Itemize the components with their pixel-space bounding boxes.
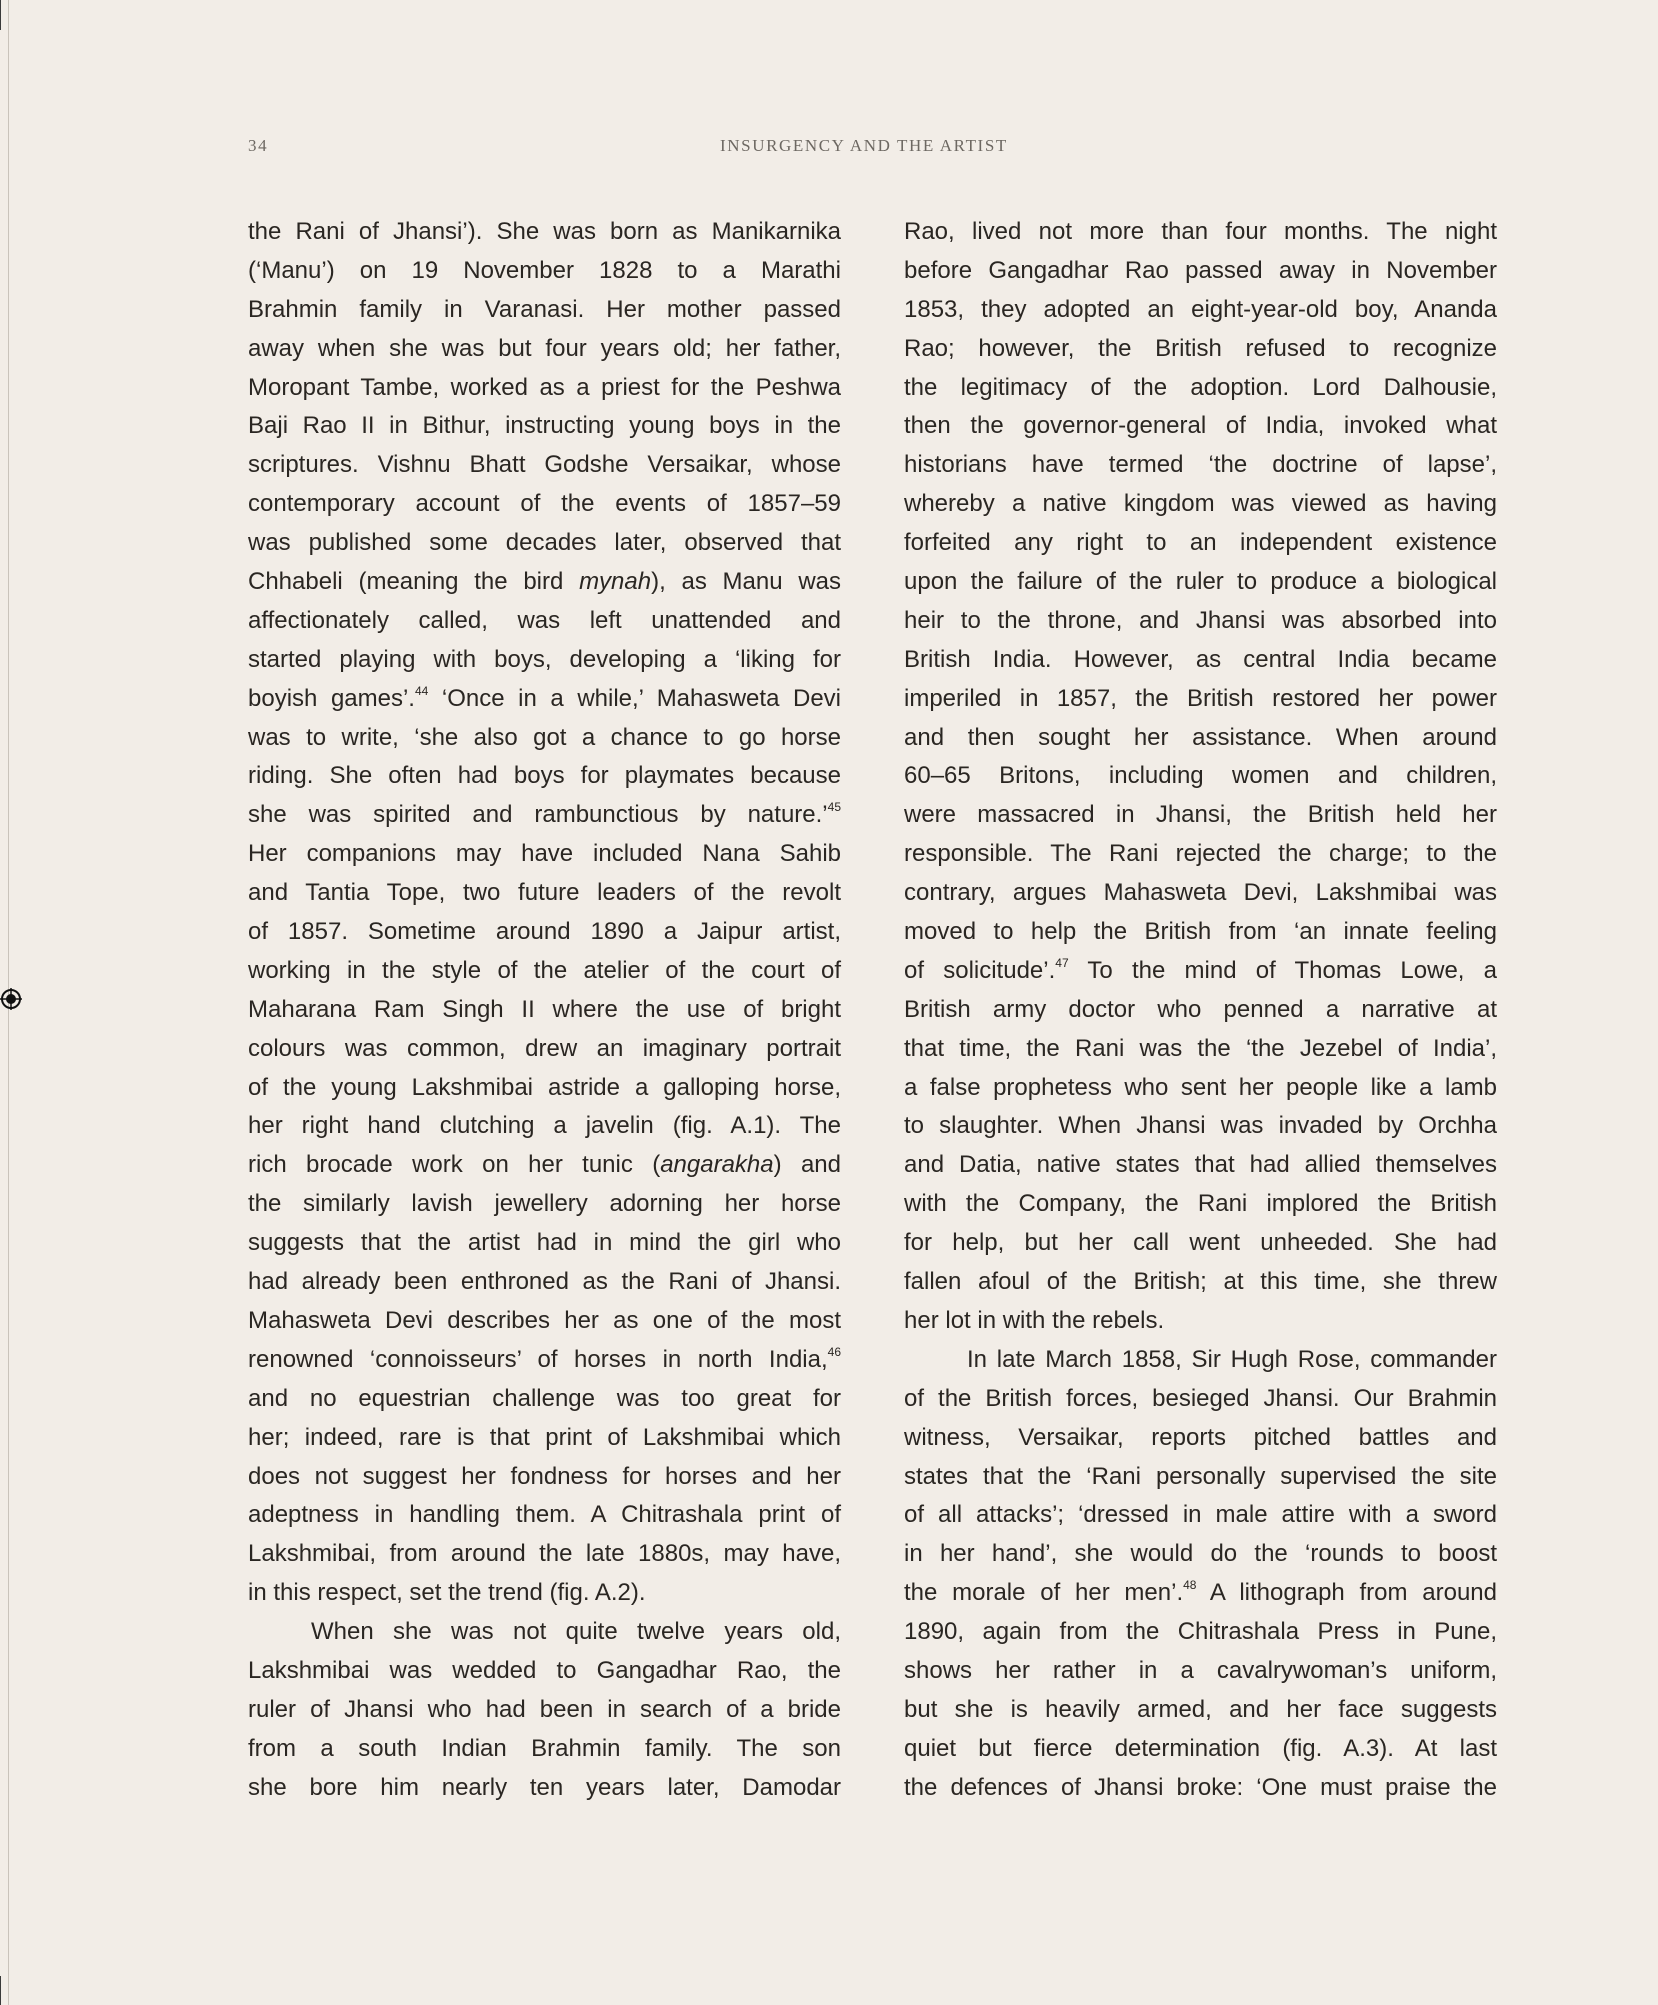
text-line: whereby a native kingdom was viewed as having (904, 490, 1497, 518)
text-line: the legitimacy of the adoption. Lord Dalhousie, (904, 373, 1497, 401)
text-line: witness, Versaikar, reports pitched battles and (904, 1423, 1497, 1451)
text-line: In late March 1858, Sir Hugh Rose, commander (967, 1345, 1497, 1373)
crop-mark-bottom (0, 1976, 1, 2005)
text-line: upon the failure of the ruler to produce a biological (904, 568, 1497, 596)
text-line: away when she was but four years old; her father, (248, 334, 841, 362)
running-header (0, 136, 1658, 160)
text-line: of the young Lakshmibai astride a galloping horse, (248, 1073, 841, 1101)
text-line: 1890, again from the Chitrashala Press in Pune, (904, 1618, 1497, 1646)
text-line: 1853, they adopted an eight-year-old boy, Ananda (904, 295, 1497, 323)
text-line: she bore him nearly ten years later, Damodar (248, 1773, 841, 1801)
text-line: riding. She often had boys for playmates because (248, 762, 841, 790)
text-line: responsible. The Rani rejected the charge; to the (904, 840, 1497, 868)
footnote-ref: 48 (1183, 1578, 1197, 1593)
text-line: Rao; however, the British refused to recognize (904, 334, 1497, 362)
text-line: scriptures. Vishnu Bhatt Godshe Versaikar, whose (248, 451, 841, 479)
text-line: moved to help the British from ‘an innate feeling (904, 918, 1497, 946)
left-text-column (248, 213, 841, 1808)
text-line: Maharana Ram Singh II where the use of bright (248, 995, 841, 1023)
text-line: boyish games’.$^{44}$ ‘Once in a while,’ Mahasweta Devi (248, 683, 842, 712)
text-line: suggests that the artist had in mind the girl who (248, 1229, 841, 1257)
text-line: ruler of Jhansi who had been in search of a bride (248, 1695, 841, 1723)
text-line: the defences of Jhansi broke: ‘One must praise the (904, 1773, 1497, 1801)
text-line: Rao, lived not more than four months. The night (904, 218, 1497, 245)
text-line: of 1857. Sometime around 1890 a Jaipur artist, (248, 918, 841, 946)
text-line: British army doctor who penned a narrative at (904, 995, 1497, 1023)
text-line: British India. However, as central India became (904, 645, 1497, 673)
text-line: started playing with boys, developing a ‘liking for (248, 645, 841, 673)
text-line: with the Company, the Rani implored the British (904, 1190, 1497, 1218)
footnote-ref: 45 (827, 800, 841, 815)
text-line: from a south Indian Brahmin family. The son (248, 1734, 841, 1762)
text-line: contrary, argues Mahasweta Devi, Lakshmibai was (904, 879, 1497, 907)
text-line: were massacred in Jhansi, the British held her (904, 801, 1497, 829)
text-line: to slaughter. When Jhansi was invaded by Orchha (904, 1112, 1497, 1140)
text-line: working in the style of the atelier of the court of (248, 956, 841, 984)
text-line: forfeited any right to an independent existence (904, 529, 1497, 557)
text-line: renowned ‘connoisseurs’ of horses in north India,$^{46}$ (248, 1344, 841, 1373)
right-text-column (904, 213, 1497, 1808)
text-line: Moropant Tambe, worked as a priest for the Peshwa (248, 373, 841, 401)
text-line: the similarly lavish jewellery adorning her horse (248, 1190, 841, 1218)
text-line: Her companions may have included Nana Sahib (248, 840, 841, 868)
text-line: she was spirited and rambunctious by nature.’$^{45}$ (248, 800, 841, 829)
text-line: her lot in with the rebels. (904, 1306, 1165, 1334)
text-line: had already been enthroned as the Rani of Jhansi. (248, 1268, 841, 1296)
text-line: for help, but her call went unheeded. She had (904, 1229, 1497, 1257)
text-line: was published some decades later, observed that (248, 529, 841, 557)
text-line: rich brocade work on her tunic (angarakha) and (248, 1151, 841, 1179)
text-line: contemporary account of the events of 1857–59 (248, 490, 841, 518)
text-line: Mahasweta Devi describes her as one of the most (248, 1306, 841, 1334)
text-line: (‘Manu’) on 19 November 1828 to a Marathi (248, 256, 841, 284)
text-line: shows her rather in a cavalrywoman’s uniform, (904, 1656, 1497, 1684)
text-line: of all attacks’; ‘dressed in male attire with a sword (904, 1501, 1497, 1529)
text-line: of the British forces, besieged Jhansi. Our Brahmin (904, 1384, 1497, 1412)
text-line: Baji Rao II in Bithur, instructing young boys in the (248, 412, 841, 440)
footnote-ref: 46 (827, 1344, 841, 1359)
paragraph (904, 1341, 1497, 1808)
text-line: a false prophetess who sent her people like a lamb (904, 1073, 1497, 1101)
text-line: but she is heavily armed, and her face suggests (904, 1695, 1497, 1723)
text-line: does not suggest her fondness for horses and her (248, 1462, 841, 1490)
text-line: heir to the throne, and Jhansi was absorbed into (904, 606, 1497, 634)
text-line: was to write, ‘she also got a chance to go horse (248, 723, 841, 751)
text-line: 60–65 Britons, including women and children, (904, 762, 1497, 790)
text-line: that time, the Rani was the ‘the Jezebel of India’, (904, 1034, 1497, 1062)
text-line: Brahmin family in Varanasi. Her mother passed (248, 295, 841, 323)
registration-target-icon (0, 988, 22, 1010)
paragraph (904, 213, 1497, 1341)
text-line: her; indeed, rare is that print of Lakshmibai which (248, 1423, 841, 1451)
text-line: of solicitude’.$^{47}$ To the mind of Thomas Lowe, a (904, 955, 1497, 984)
text-line: and Datia, native states that had allied themselves (904, 1151, 1497, 1179)
text-line: Lakshmibai, from around the late 1880s, may have, (248, 1540, 841, 1568)
text-line: then the governor-general of India, invoked what (904, 412, 1497, 440)
text-line: and no equestrian challenge was too great for (248, 1384, 841, 1412)
text-line: adeptness in handling them. A Chitrashala print of (248, 1501, 841, 1529)
text-line: states that the ‘Rani personally supervised the site (904, 1462, 1497, 1490)
paragraph (248, 1613, 841, 1807)
text-line: Chhabeli (meaning the bird mynah), as Manu was (248, 568, 841, 596)
crop-mark-top (0, 0, 1, 30)
text-line: When she was not quite twelve years old, (311, 1618, 841, 1646)
page-number: 34 (248, 136, 269, 155)
text-line: and Tantia Tope, two future leaders of the revolt (248, 879, 841, 907)
text-line: before Gangadhar Rao passed away in November (904, 256, 1497, 284)
text-line: her right hand clutching a javelin (fig. A.1). The (248, 1112, 841, 1140)
running-title: INSURGENCY AND THE ARTIST (720, 136, 1008, 155)
footnote-ref: 44 (414, 683, 429, 698)
text-line: fallen afoul of the British; at this time, she threw (904, 1268, 1497, 1296)
text-line: and then sought her assistance. When around (904, 723, 1497, 751)
text-line: in this respect, set the trend (fig. A.2). (248, 1579, 646, 1607)
text-line: colours was common, drew an imaginary portrait (248, 1034, 841, 1062)
text-line: historians have termed ‘the doctrine of lapse’, (904, 451, 1497, 479)
text-line: Lakshmibai was wedded to Gangadhar Rao, the (248, 1656, 841, 1684)
text-line: the Rani of Jhansi’). She was born as Manikarnika (248, 218, 841, 245)
text-line: the morale of her men’.$^{48}$ A lithograph from around (904, 1578, 1497, 1607)
footnote-ref: 47 (1055, 955, 1069, 970)
text-line: affectionately called, was left unattended and (248, 606, 841, 634)
text-line: in her hand’, she would do the ‘rounds to boost (904, 1540, 1497, 1568)
text-line: quiet but fierce determination (fig. A.3). At last (904, 1734, 1497, 1762)
text-line: imperiled in 1857, the British restored her power (904, 684, 1497, 712)
paragraph (248, 213, 841, 1613)
